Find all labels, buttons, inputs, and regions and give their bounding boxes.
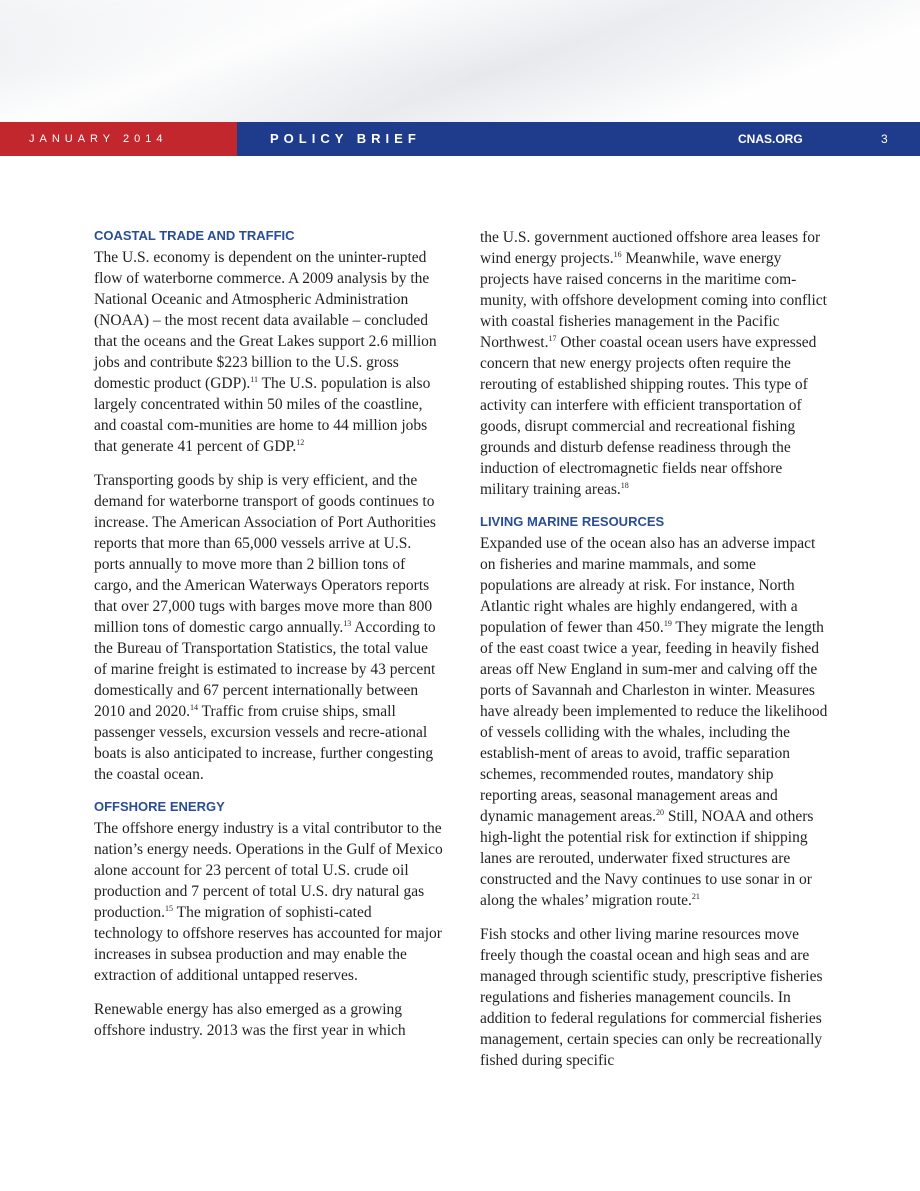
- text-run: They migrate the length of the east coast twice a year, feeding in heavily fished areas off New England in sum-mer and calving off the ports of Savannah and Charleston in winter. Measures have already been implemented to reduce the likelihood of vessels colliding with the whales, including the establish-ment of areas to avoid, traffic separation schemes, recommended routes, mandatory ship reporting areas, seasonal management areas and dynamic management areas.: [480, 619, 828, 825]
- text-run: The U.S. economy is dependent on the uninter-rupted flow of waterborne commerce. A 2009 analysis by the National Oceanic and Atmospheric Administration (NOAA) – the most recent data available – concluded that the oceans and the Great Lakes support 2.6 million jobs and contribute $223 billion to the U.S. gross domestic product (GDP).: [94, 249, 437, 392]
- section-heading-offshore-energy: OFFSHORE ENERGY: [94, 799, 225, 814]
- right-column: [480, 227, 830, 1084]
- header-date-block: [0, 122, 237, 156]
- footnote-ref[interactable]: 19: [663, 619, 672, 628]
- left-column: [94, 227, 444, 1054]
- text-run: Meanwhile, wave energy projects have raised concerns in the maritime com-munity, with offshore development coming into conflict with coastal fisheries management in the Pacific Northwest.: [480, 250, 827, 351]
- paragraph: [94, 818, 444, 986]
- section-heading-coastal-trade: COASTAL TRADE AND TRAFFIC: [94, 228, 295, 243]
- text-run: Transporting goods by ship is very efficient, and the demand for waterborne transport of goods continues to increase. The American Association of Port Authorities reports that more than 65,000 vessels arrive at U.S. ports annually to move more than 2 billion tons of cargo, and the American Waterways Operators reports that over 27,000 tugs with barges move more than 800 million tons of domestic cargo annually.: [94, 472, 436, 636]
- header-band: [0, 122, 920, 156]
- text-run: The U.S. population is also largely concentrated within 50 miles of the coastline, and coastal com-munities are home to 44 million jobs that generate 41 percent of GDP.: [94, 375, 431, 455]
- section-heading-living-marine: LIVING MARINE RESOURCES: [480, 514, 665, 529]
- text-run: Still, NOAA and others high-light the potential risk for extinction if shipping lanes are rerouted, underwater fixed structures are constructed and the Navy continues to use sonar in or along the whales’ migration route.: [480, 808, 814, 909]
- text-run: the U.S. government auctioned offshore area leases for wind energy projects.: [480, 229, 821, 267]
- footnote-ref[interactable]: 14: [190, 703, 199, 712]
- header-background: [0, 0, 920, 122]
- paragraph: Renewable energy has also emerged as a growing offshore industry. 2013 was the first year in which: [94, 1001, 406, 1039]
- header-title: POLICY BRIEF: [270, 131, 421, 146]
- paragraph: [94, 470, 444, 785]
- footnote-ref[interactable]: 18: [620, 481, 629, 490]
- footnote-ref[interactable]: 11: [250, 375, 258, 384]
- text-run: Traffic from cruise ships, small passenger vessels, excursion vessels and recre-ational boats is also anticipated to increase, further congesting the coastal ocean.: [94, 703, 434, 783]
- header-site-link[interactable]: CNAS.ORG: [738, 132, 803, 146]
- text-run: Expanded use of the ocean also has an adverse impact on fisheries and marine mammals, and some populations are already at risk. For instance, North Atlantic right whales are highly endangered, with a population of fewer than 450.: [480, 535, 816, 636]
- footnote-ref[interactable]: 12: [296, 438, 305, 447]
- footnote-ref[interactable]: 17: [548, 334, 557, 343]
- page-number: 3: [881, 132, 888, 146]
- text-run: Other coastal ocean users have expressed concern that new energy projects often require the rerouting of established shipping routes. This type of activity can interfere with efficient transportation of goods, disrupt commercial and recreational fishing grounds and disturb defense readiness through the induction of electromagnetic fields near offshore military training areas.: [480, 334, 817, 498]
- text-run: The offshore energy industry is a vital contributor to the nation’s energy needs. Operations in the Gulf of Mexico alone account for 23 percent of total U.S. crude oil production and 7 percent of total U.S. dry natural gas production.: [94, 820, 443, 921]
- paragraph: [94, 247, 444, 457]
- paragraph: [480, 533, 830, 911]
- paragraph: Fish stocks and other living marine resources move freely though the coastal ocean and high seas and are managed through scientific study, prescriptive fisheries regulations and fisheries management councils. In addition to federal regulations for commercial fisheries management, certain species can only be recreationally fished during specific: [480, 926, 823, 1069]
- footnote-ref[interactable]: 16: [613, 250, 622, 259]
- text-run: According to the Bureau of Transportation Statistics, the total value of marine freight is estimated to increase by 43 percent domestically and 67 percent internationally between 2010 and 2020.: [94, 619, 436, 720]
- footnote-ref[interactable]: 21: [691, 892, 700, 901]
- text-run: The migration of sophisti-cated technology to offshore reserves has accounted for major increases in subsea production and may enable the extraction of additional untapped reserves.: [94, 904, 442, 984]
- header-title-block: [237, 122, 920, 156]
- footnote-ref[interactable]: 20: [656, 808, 665, 817]
- footnote-ref[interactable]: 15: [165, 904, 174, 913]
- footnote-ref[interactable]: 13: [343, 619, 352, 628]
- header-date: JANUARY 2014: [29, 133, 168, 145]
- paragraph: [480, 227, 830, 500]
